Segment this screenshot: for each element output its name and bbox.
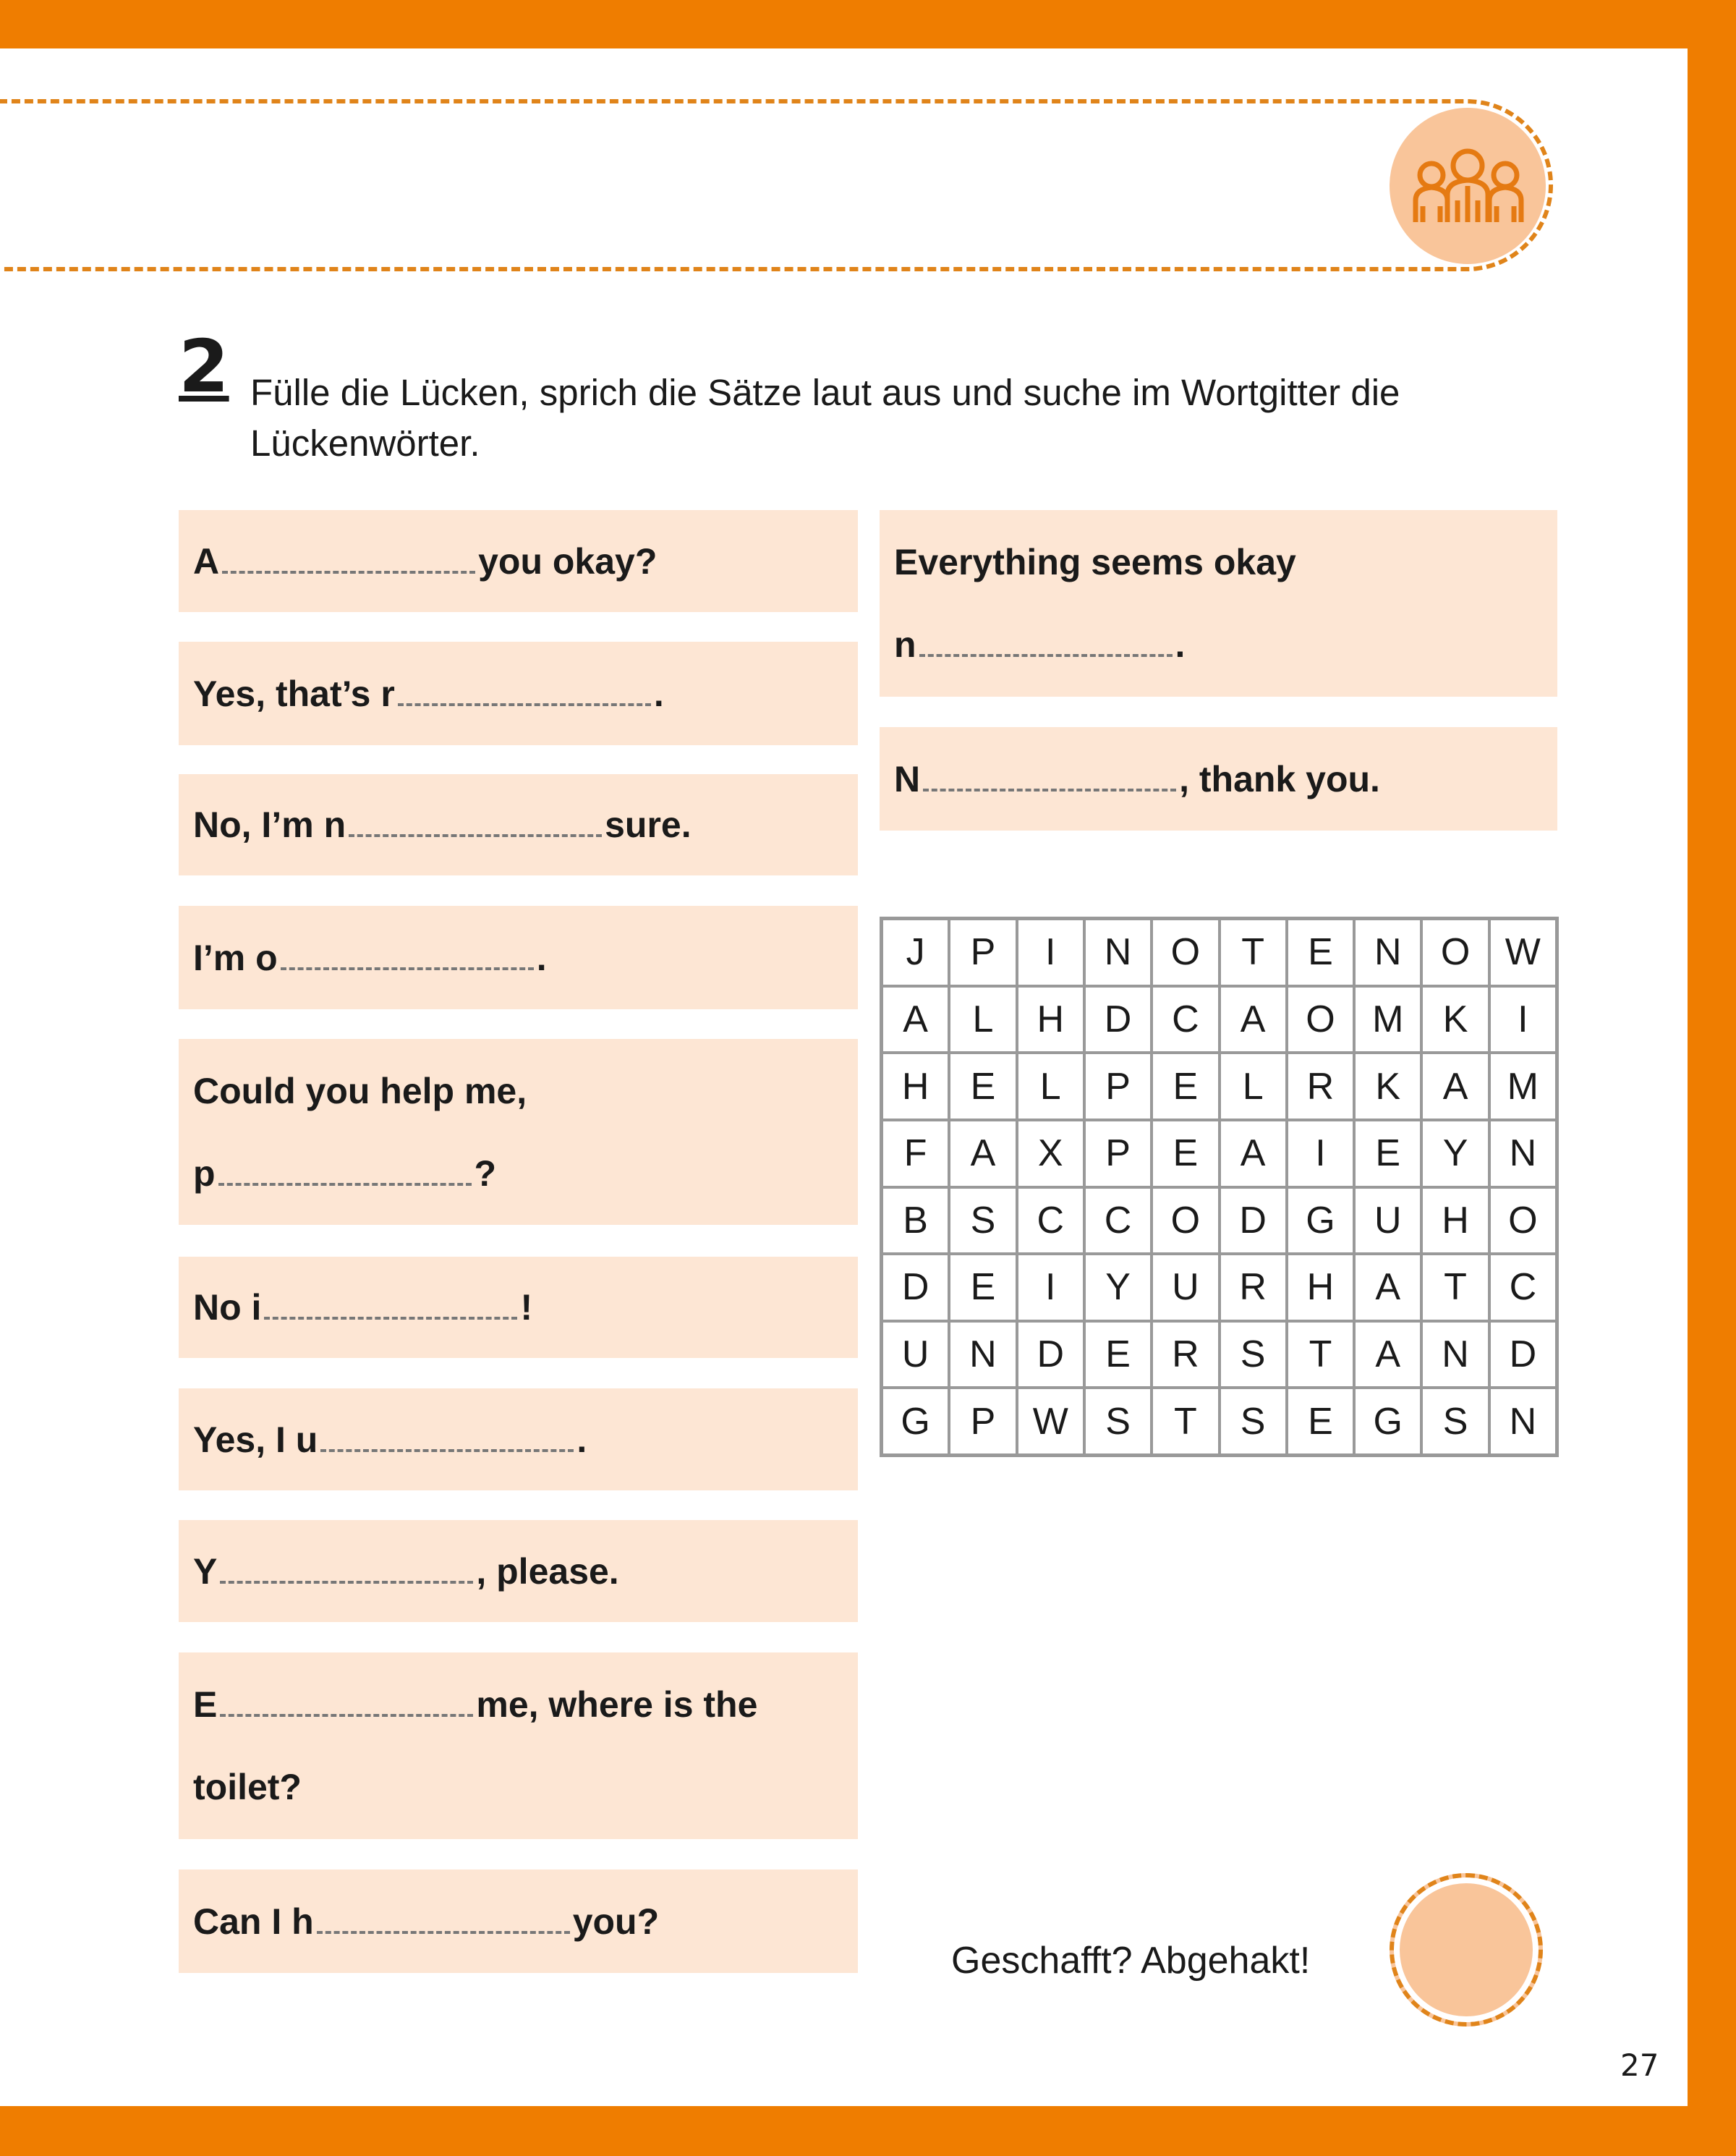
- sentence-post: ?: [474, 1153, 497, 1194]
- grid-cell[interactable]: U: [1152, 1254, 1219, 1321]
- grid-cell[interactable]: P: [949, 919, 1016, 986]
- blank-input[interactable]: [320, 1420, 574, 1452]
- grid-cell[interactable]: D: [1084, 986, 1152, 1053]
- sentence-line: [193, 1880, 843, 1963]
- grid-cell[interactable]: C: [1084, 1187, 1152, 1255]
- grid-cell[interactable]: N: [1084, 919, 1152, 986]
- sentence-line: [894, 603, 1543, 686]
- sentence-pre: No, I’m n: [193, 805, 346, 845]
- header-banner: [0, 99, 1553, 271]
- grid-cell[interactable]: T: [1421, 1254, 1489, 1321]
- sentence-line: [193, 917, 843, 999]
- sentence-box: [179, 774, 858, 875]
- grid-cell[interactable]: E: [1152, 1120, 1219, 1187]
- blank-input[interactable]: [349, 805, 602, 837]
- grid-cell[interactable]: M: [1489, 1053, 1557, 1120]
- blank-input[interactable]: [218, 1154, 472, 1186]
- grid-cell[interactable]: H: [882, 1053, 949, 1120]
- grid-cell[interactable]: A: [882, 986, 949, 1053]
- sentence-pre: n: [894, 624, 916, 665]
- sentence-line: toilet?: [193, 1767, 302, 1807]
- blank-input[interactable]: [222, 542, 475, 574]
- sentence-line: [193, 520, 843, 603]
- sentence-box: [179, 1257, 858, 1358]
- grid-cell[interactable]: E: [1084, 1321, 1152, 1388]
- sentence-pre: Y: [193, 1550, 218, 1592]
- grid-cell[interactable]: E: [1287, 919, 1354, 986]
- grid-cell[interactable]: E: [1152, 1053, 1219, 1120]
- grid-cell[interactable]: H: [1017, 986, 1084, 1053]
- sentence-post: .: [1175, 624, 1186, 665]
- grid-cell[interactable]: A: [1354, 1254, 1421, 1321]
- sentence-pre: I’m o: [193, 937, 278, 978]
- grid-cell[interactable]: S: [1220, 1321, 1287, 1388]
- grid-cell[interactable]: N: [1354, 919, 1421, 986]
- grid-cell[interactable]: E: [1287, 1388, 1354, 1455]
- grid-cell[interactable]: G: [882, 1388, 949, 1455]
- blank-input[interactable]: [281, 938, 534, 970]
- sentence-line: [193, 1663, 843, 1746]
- grid-cell[interactable]: N: [1421, 1321, 1489, 1388]
- sentence-box: [179, 510, 858, 612]
- sentence-line: [193, 1132, 843, 1215]
- grid-cell[interactable]: H: [1421, 1187, 1489, 1255]
- grid-cell[interactable]: L: [1017, 1053, 1084, 1120]
- grid-cell[interactable]: U: [1354, 1187, 1421, 1255]
- blank-input[interactable]: [923, 760, 1176, 791]
- grid-cell[interactable]: C: [1152, 986, 1219, 1053]
- sentence-post: you?: [572, 1901, 660, 1942]
- grid-cell[interactable]: G: [1354, 1388, 1421, 1455]
- grid-cell[interactable]: S: [1220, 1388, 1287, 1455]
- sentence-line: Could you help me,: [193, 1070, 527, 1111]
- sentence-line: [193, 653, 843, 735]
- grid-cell[interactable]: D: [1017, 1321, 1084, 1388]
- sentence-box: [179, 1869, 858, 1973]
- grid-cell[interactable]: B: [882, 1187, 949, 1255]
- grid-cell[interactable]: S: [949, 1187, 1016, 1255]
- grid-cell[interactable]: P: [949, 1388, 1016, 1455]
- blank-input[interactable]: [919, 625, 1173, 657]
- grid-cell[interactable]: A: [1220, 986, 1287, 1053]
- grid-cell[interactable]: R: [1287, 1053, 1354, 1120]
- blank-input[interactable]: [220, 1685, 473, 1717]
- sentence-post: .: [576, 1419, 587, 1460]
- sentence-post: me, where is the: [476, 1684, 758, 1725]
- sentence-pre: Yes, I u: [193, 1419, 318, 1460]
- sentence-line: [193, 1399, 843, 1481]
- exercise-number: 2: [179, 324, 229, 409]
- sentence-post: sure.: [605, 805, 692, 845]
- sentence-line: [193, 784, 843, 866]
- blank-input[interactable]: [398, 674, 651, 706]
- grid-cell[interactable]: R: [1152, 1321, 1219, 1388]
- sentence-post: , please.: [476, 1550, 619, 1592]
- sentence-line: [193, 1530, 843, 1613]
- grid-cell[interactable]: N: [1489, 1388, 1557, 1455]
- grid-cell[interactable]: T: [1287, 1321, 1354, 1388]
- done-label: Geschafft? Abgehakt!: [951, 1940, 1311, 1982]
- sentence-line: [193, 1266, 843, 1349]
- grid-cell[interactable]: Y: [1084, 1254, 1152, 1321]
- sentence-pre: p: [193, 1153, 216, 1194]
- grid-cell[interactable]: O: [1152, 1187, 1219, 1255]
- blank-input[interactable]: [317, 1902, 570, 1934]
- grid-cell[interactable]: R: [1220, 1254, 1287, 1321]
- grid-cell[interactable]: I: [1017, 919, 1084, 986]
- grid-cell[interactable]: T: [1220, 919, 1287, 986]
- sentence-post: .: [653, 673, 664, 714]
- grid-cell[interactable]: E: [949, 1053, 1016, 1120]
- sentence-post: , thank you.: [1179, 758, 1380, 799]
- grid-cell[interactable]: O: [1421, 919, 1489, 986]
- grid-cell[interactable]: L: [1220, 1053, 1287, 1120]
- sentence-box: [179, 1652, 858, 1839]
- sentence-box: [179, 1039, 858, 1225]
- grid-cell[interactable]: N: [1489, 1120, 1557, 1187]
- grid-cell[interactable]: Y: [1421, 1120, 1489, 1187]
- exercise-instruction: Fülle die Lücken, sprich die Sätze laut aus und suche im Wortgitter die Lückenwörter.: [250, 372, 1400, 464]
- grid-cell[interactable]: O: [1489, 1187, 1557, 1255]
- sentence-pre: A: [193, 540, 220, 582]
- page-number: 27: [1620, 2047, 1659, 2083]
- grid-cell[interactable]: A: [949, 1120, 1016, 1187]
- grid-cell[interactable]: D: [1220, 1187, 1287, 1255]
- grid-cell[interactable]: D: [1489, 1321, 1557, 1388]
- grid-cell[interactable]: I: [1489, 986, 1557, 1053]
- bottom-border: [0, 2106, 1736, 2156]
- sentence-box: [179, 1388, 858, 1490]
- grid-cell[interactable]: C: [1489, 1254, 1557, 1321]
- blank-input[interactable]: [264, 1288, 517, 1320]
- sentence-pre: No i: [193, 1287, 262, 1328]
- grid-cell[interactable]: E: [1354, 1120, 1421, 1187]
- blank-input[interactable]: [220, 1552, 473, 1584]
- grid-cell[interactable]: L: [949, 986, 1016, 1053]
- sentence-pre: N: [894, 758, 921, 799]
- group-icon: [1390, 108, 1546, 264]
- grid-cell[interactable]: E: [949, 1254, 1016, 1321]
- sentence-pre: Yes, that’s r: [193, 673, 395, 714]
- grid-cell[interactable]: G: [1287, 1187, 1354, 1255]
- grid-cell[interactable]: A: [1354, 1321, 1421, 1388]
- grid-cell[interactable]: X: [1017, 1120, 1084, 1187]
- right-border: [1688, 0, 1736, 2156]
- sentence-box: [880, 510, 1557, 697]
- grid-cell[interactable]: W: [1017, 1388, 1084, 1455]
- grid-cell[interactable]: T: [1152, 1388, 1219, 1455]
- sentence-post: !: [520, 1287, 533, 1328]
- grid-cell[interactable]: U: [882, 1321, 949, 1388]
- top-border: [0, 0, 1736, 48]
- grid-cell[interactable]: I: [1017, 1254, 1084, 1321]
- grid-cell[interactable]: O: [1287, 986, 1354, 1053]
- grid-cell[interactable]: W: [1489, 919, 1557, 986]
- sentence-box: [179, 906, 858, 1009]
- grid-cell[interactable]: A: [1421, 1053, 1489, 1120]
- grid-cell[interactable]: S: [1084, 1388, 1152, 1455]
- grid-cell[interactable]: D: [882, 1254, 949, 1321]
- grid-cell[interactable]: P: [1084, 1120, 1152, 1187]
- grid-cell[interactable]: F: [882, 1120, 949, 1187]
- grid-cell[interactable]: M: [1354, 986, 1421, 1053]
- grid-cell[interactable]: I: [1287, 1120, 1354, 1187]
- grid-cell[interactable]: K: [1421, 986, 1489, 1053]
- sentence-box: [179, 642, 858, 745]
- sentence-post: you okay?: [478, 540, 658, 582]
- grid-cell[interactable]: N: [949, 1321, 1016, 1388]
- sentence-pre: E: [193, 1684, 218, 1725]
- grid-cell[interactable]: A: [1220, 1120, 1287, 1187]
- grid-cell[interactable]: C: [1017, 1187, 1084, 1255]
- sentence-box: [880, 727, 1557, 831]
- grid-cell[interactable]: S: [1421, 1388, 1489, 1455]
- grid-cell[interactable]: P: [1084, 1053, 1152, 1120]
- sentence-post: .: [536, 937, 547, 978]
- sentence-line: [894, 738, 1543, 820]
- sentence-box: [179, 1520, 858, 1622]
- grid-cell[interactable]: O: [1152, 919, 1219, 986]
- sentence-pre: Can I h: [193, 1901, 314, 1942]
- word-search-grid: [880, 917, 1559, 1457]
- sentence-line: Everything seems okay: [894, 542, 1296, 582]
- grid-cell[interactable]: H: [1287, 1254, 1354, 1321]
- grid-cell[interactable]: K: [1354, 1053, 1421, 1120]
- checkoff-circle[interactable]: [1390, 1873, 1543, 2026]
- grid-cell[interactable]: J: [882, 919, 949, 986]
